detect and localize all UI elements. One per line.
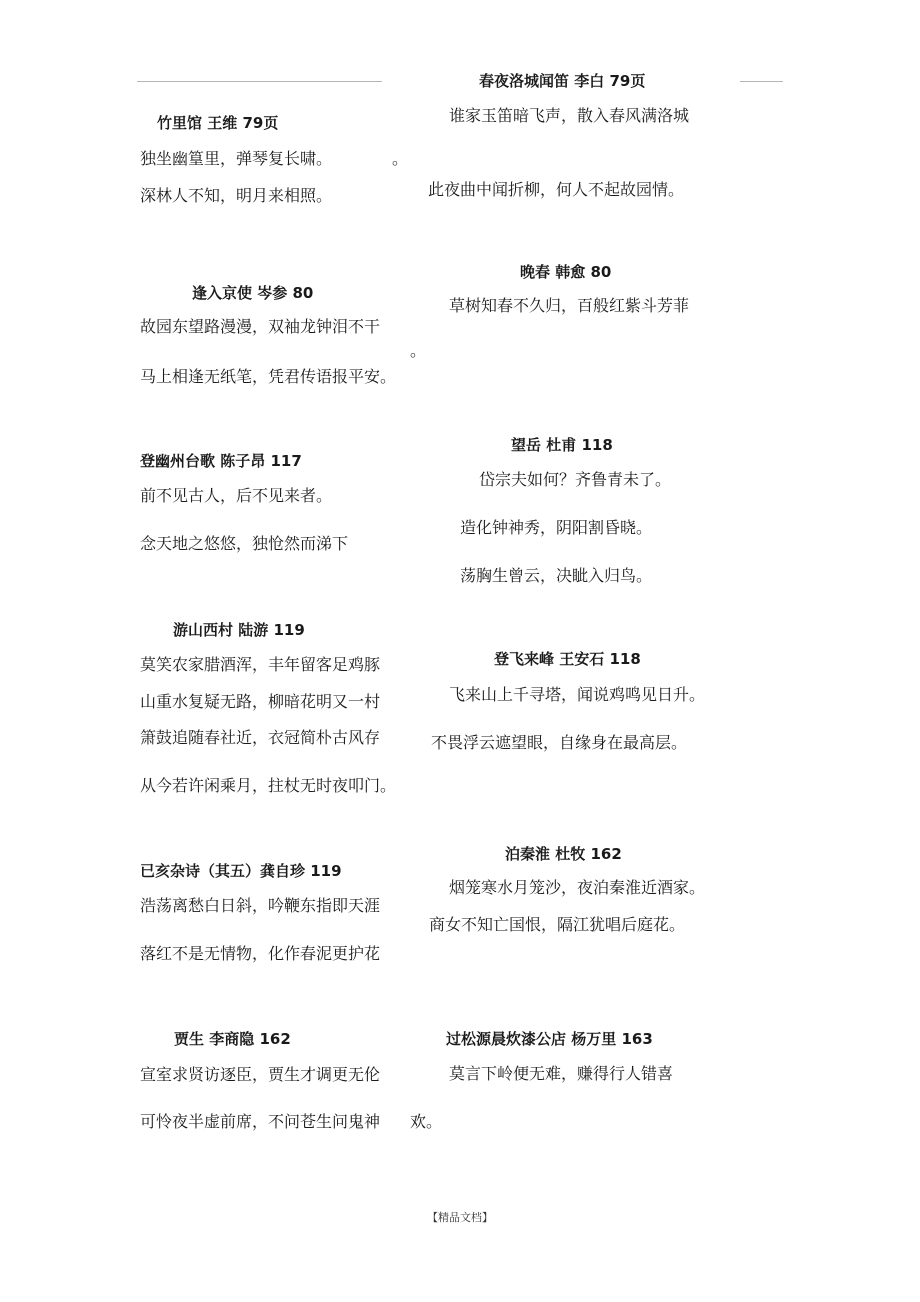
top-rule-left <box>137 81 382 82</box>
poem-line: 谁家玉笛暗飞声，散入春风满洛城 <box>449 106 690 125</box>
poem-line: 念天地之悠悠，独怆然而涕下 <box>140 534 349 553</box>
stray-mark: 。 <box>410 341 427 360</box>
poem-title: 登幽州台歌 陈子昂 117 <box>140 452 302 470</box>
poem-line: 造化钟神秀，阴阳割昏晓。 <box>460 518 653 537</box>
poem-line: 落红不是无情物，化作春泥更护花 <box>140 944 381 963</box>
poem-line: 烟笼寒水月笼沙，夜泊秦淮近酒家。 <box>449 878 706 897</box>
poem-line: 可怜夜半虚前席，不问苍生问鬼神 <box>140 1112 381 1131</box>
poem-line: 浩荡离愁白日斜，吟鞭东指即天涯 <box>140 896 381 915</box>
page-footer: 【精品文档】 <box>427 1211 493 1224</box>
poem-title: 竹里馆 王维 79页 <box>157 114 279 132</box>
poem-line: 飞来山上千寻塔，闻说鸡鸣见日升。 <box>449 685 706 704</box>
poem-title: 登飞来峰 王安石 118 <box>494 650 641 668</box>
poem-line: 前不见古人，后不见来者。 <box>140 486 333 505</box>
poem-title: 已亥杂诗（其五）龚自珍 119 <box>140 862 342 880</box>
poem-line: 不畏浮云遮望眼，自缘身在最高层。 <box>431 733 688 752</box>
poem-title: 逢入京使 岑参 80 <box>192 284 314 302</box>
poem-line: 山重水复疑无路，柳暗花明又一村 <box>140 692 381 711</box>
poem-line: 独坐幽篁里，弹琴复长啸。 <box>140 149 333 168</box>
poem-line: 荡胸生曾云，决眦入归鸟。 <box>460 566 653 585</box>
poem-title: 望岳 杜甫 118 <box>511 436 613 454</box>
poem-line: 箫鼓追随春社近，衣冠简朴古风存 <box>140 728 381 747</box>
poem-title: 春夜洛城闻笛 李白 79页 <box>479 72 646 90</box>
poem-title: 贾生 李商隐 162 <box>174 1030 291 1048</box>
poem-line: 莫言下岭便无难，赚得行人错喜 <box>449 1064 674 1083</box>
poem-line: 草树知春不久归，百般红紫斗芳菲 <box>449 296 690 315</box>
poem-line: 深林人不知，明月来相照。 <box>140 186 333 205</box>
poem-line: 宣室求贤访逐臣，贾生才调更无伦 <box>140 1065 381 1084</box>
poem-line: 此夜曲中闻折柳，何人不起故园情。 <box>428 180 685 199</box>
poem-title: 游山西村 陆游 119 <box>173 621 305 639</box>
poem-line: 马上相逢无纸笔，凭君传语报平安。 <box>140 367 397 386</box>
poem-line: 商女不知亡国恨，隔江犹唱后庭花。 <box>429 915 686 934</box>
poem-title: 过松源晨炊漆公店 杨万里 163 <box>446 1030 653 1048</box>
stray-mark: 。 <box>392 149 409 168</box>
poem-line: 从今若许闲乘月，拄杖无时夜叩门。 <box>140 776 397 795</box>
poem-title: 泊秦淮 杜牧 162 <box>505 845 622 863</box>
poem-line: 莫笑农家腊酒浑，丰年留客足鸡豚 <box>140 655 381 674</box>
poem-line: 故园东望路漫漫，双袖龙钟泪不干 <box>140 317 381 336</box>
top-rule-right <box>740 81 783 82</box>
poem-line: 岱宗夫如何？齐鲁青未了。 <box>479 470 672 489</box>
stray-mark: 欢。 <box>410 1112 443 1131</box>
poem-title: 晚春 韩愈 80 <box>520 263 612 281</box>
